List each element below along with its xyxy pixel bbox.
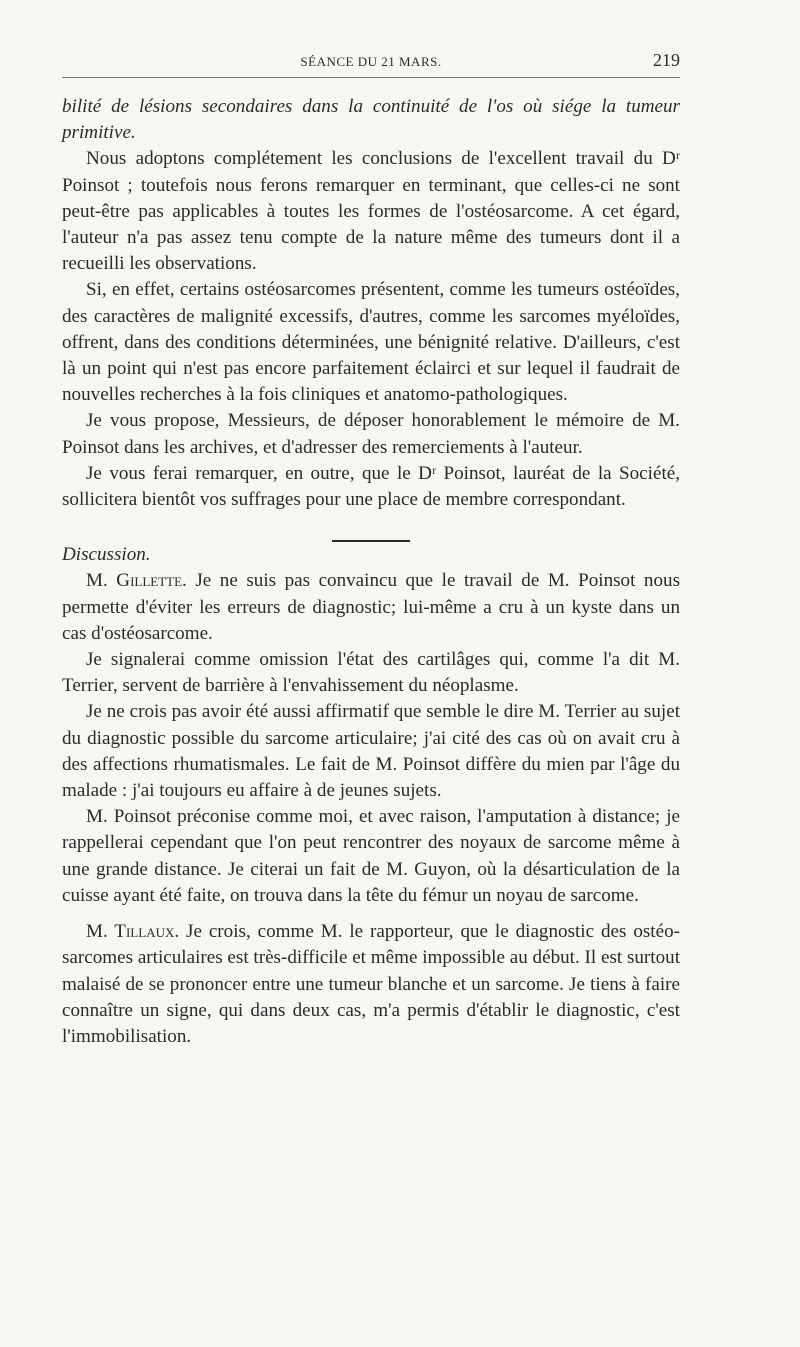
paragraph-gap: [62, 909, 680, 919]
paragraph: Je ne crois pas avoir été aussi affirmatif que semble le dire M. Terrier au sujet du diagnostic possible du sarcome articulaire; j'ai cité des cas où on avait cru à des affections rhumatismales. Le fait de M. Poinsot diffère du mien par l'âge du malade : j'ai toujours eu affaire à de jeunes sujets.: [62, 701, 680, 802]
speaker-name: M. Tillaux.: [86, 921, 180, 943]
paragraph: Nous adoptons complétement les conclusions de l'excellent travail du Dʳ Poinsot ; toutefois nous ferons remarquer en terminant, que celles-ci ne sont peut-être pas applicables à toutes les formes de l'ostéosarcome. A cet égard, l'auteur n'a pas assez tenu compte de la nature même des tumeurs dont il a recueilli les observations.: [62, 148, 680, 275]
speaker-name: M. Gillette.: [86, 570, 187, 592]
header-rule: [62, 77, 680, 78]
page-number: 219: [653, 50, 680, 70]
paragraph: Je vous ferai remarquer, en outre, que le Dʳ Poinsot, lauréat de la Société, sollicitera bientôt vos suffrages pour une place de membre correspondant.: [62, 462, 680, 511]
tillaux-paragraph: [62, 919, 680, 1050]
paragraph: Je signalerai comme omission l'état des cartilâges qui, comme l'a dit M. Terrier, servent de barrière à l'envahissement du néoplasme.: [62, 649, 680, 697]
page-body: [62, 94, 680, 1050]
gillette-paragraph: [62, 568, 680, 647]
running-title: SÉANCE DU 21 MARS.: [300, 54, 442, 69]
discussion-heading: Discussion.: [62, 544, 151, 566]
paragraph: Je vous propose, Messieurs, de déposer honorablement le mémoire de M. Poinsot dans les archives, et d'adresser des remerciements à l'auteur.: [62, 410, 680, 458]
paragraph-continuation: bilité de lésions secondaires dans la continuité de l'os où siége la tumeur primitive.: [62, 96, 680, 144]
paragraph: Si, en effet, certains ostéosarcomes présentent, comme les tumeurs ostéoïdes, des caractères de malignité excessifs, d'autres, comme les sarcomes myéloïdes, offrent, dans des conditions déterminées, une bénignité relative. D'ailleurs, c'est là un point qui n'est pas encore parfaitement éclairci et sur lequel il faudrait de nouvelles recherches à la fois cliniques et anatomo-pathologiques.: [62, 279, 680, 406]
page-header: [62, 50, 680, 74]
speech-text: Je crois, comme M. le rapporteur, que le diagnostic des ostéo-sarcomes articulaires est très-difficile et même impossible au début. Il est surtout malaisé de se prononcer entre une tumeur blanche et un sarcome. Je tiens à faire connaître un signe, qui dans deux cas, m'a permis d'établir le diagnostic, c'est l'immobilisation.: [62, 921, 680, 1047]
speech-text: Je ne suis pas convaincu que le travail de M. Poinsot nous permette d'éviter les erreurs de diagnostic; lui-même a cru à un kyste dans un cas d'ostéosarcome.: [62, 570, 680, 644]
paragraph: M. Poinsot préconise comme moi, et avec raison, l'amputation à distance; je rappellerai cependant que l'on peut rencontrer des noyaux de sarcome même à une grande distance. Je citerai un fait de M. Guyon, où la désarticulation de la cuisse ayant été faite, on trouva dans la tête du fémur un noyau de sarcome.: [62, 806, 680, 906]
